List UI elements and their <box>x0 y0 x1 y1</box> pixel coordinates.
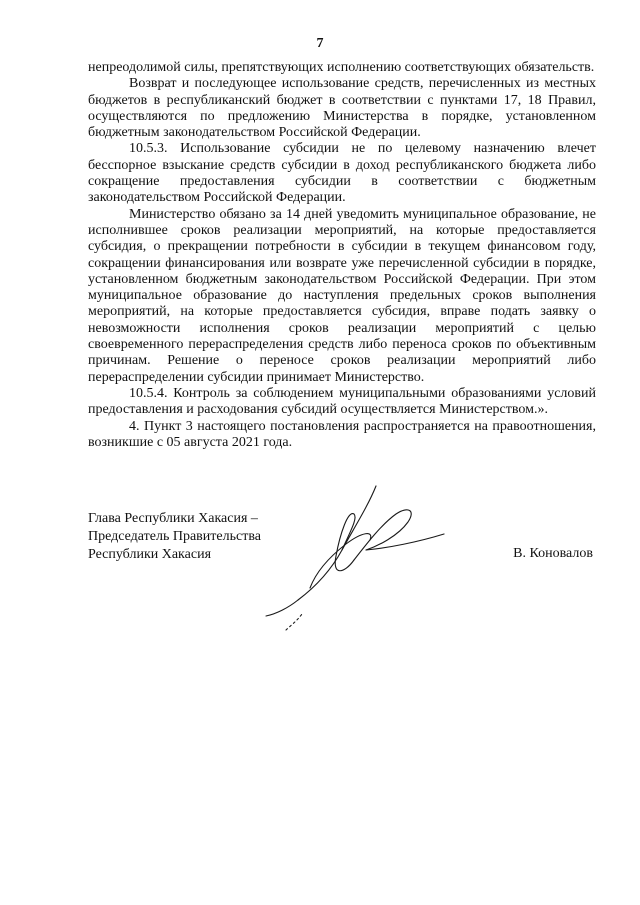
paragraph-ministry-notice: Министерство обязано за 14 дней уведомить муниципальное образование, не исполнившее сроков реализации мероприятий, на которые предоставляется субсидия, о прекращении потребности в субсидии в текущем финансовом году, сокращении финансирования или возврате уже перечисленной субсидии в порядке, установленном бюджетным законодательством Российской Федерации. При этом муниципальное образование до наступления предельных сроков выполнения мероприятий, на которые предоставляется субсидия, вправе подать заявку о невозможности исполнения сроков реализации мероприятий с целью своевременного перераспределения средств либо переноса сроков по объективным причинам. Решение о переносе сроков реализации мероприятий либо перераспределении субсидии принимает Министерство. <box>88 206 596 385</box>
paragraph-continuation: непреодолимой силы, препятствующих исполнению соответствующих обязательств. <box>88 60 595 75</box>
page-number: 7 <box>316 36 324 51</box>
signatory-title-line: Председатель Правительства <box>88 529 261 544</box>
paragraph-return-funds: Возврат и последующее использование средств, перечисленных из местных бюджетов в республиканский бюджет в соответствии с пунктами 17, 18 Правил, осуществляются по предложению Министерства в порядке, установленном бюджетным законодательством Российской Федерации. <box>88 76 596 141</box>
signatory-title-line: Республики Хакасия <box>88 547 212 562</box>
handwritten-signature <box>258 476 448 636</box>
signatory-title-line: Глава Республики Хакасия – <box>88 511 258 526</box>
paragraph-10-5-3: 10.5.3. Использование субсидии не по целевому назначению влечет бесспорное взыскание средств субсидии в доход республиканского бюджета либо сокращение предоставления субсидии в соответствии с бюджетным законодательством Российской Федерации. <box>88 141 596 206</box>
paragraph-10-5-4: 10.5.4. Контроль за соблюдением муниципальными образованиями условий предоставления и расходования субсидий осуществляется Министерством.». <box>88 385 596 418</box>
signatory-name: В. Коновалов <box>513 546 593 561</box>
paragraph-point-4: 4. Пункт 3 настоящего постановления распространяется на правоотношения, возникшие с 05 августа 2021 года. <box>88 418 596 450</box>
document-body <box>88 60 596 451</box>
